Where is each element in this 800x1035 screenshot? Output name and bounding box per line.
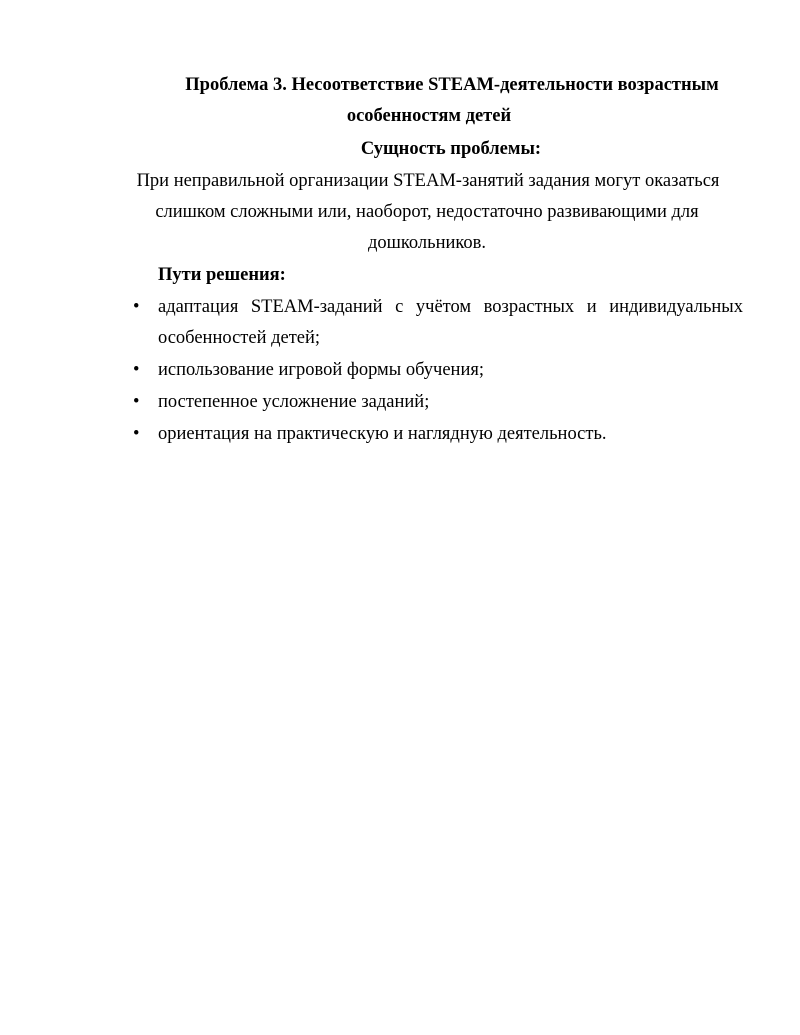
essence-heading: Сущность проблемы:	[360, 139, 542, 159]
essence-paragraph-line-2: слишком сложными или, наоборот, недостаточно развивающими для	[155, 202, 699, 222]
bullet-icon: •	[133, 392, 140, 412]
bullet-icon: •	[133, 360, 140, 380]
problem-title-line-1: Проблема 3. Несоответствие STEAM-деятельности возрастным	[185, 75, 719, 95]
solution-item-2: использование игровой формы обучения;	[158, 360, 484, 380]
problem-title-line-2: особенностям детей	[346, 106, 512, 126]
essence-paragraph-line-1: При неправильной организации STEAM-занятий задания могут оказаться	[136, 171, 720, 191]
solution-item-4: ориентация на практическую и наглядную деятельность.	[158, 424, 607, 444]
solution-item-3: постепенное усложнение заданий;	[158, 392, 430, 412]
solution-item-1-line-2: особенностей детей;	[158, 328, 321, 348]
solution-item-1-line-1: адаптация STEAM-заданий с учётом возрастных и индивидуальных	[158, 297, 743, 317]
bullet-icon: •	[133, 424, 140, 444]
essence-paragraph-line-3: дошкольников.	[367, 233, 487, 253]
bullet-icon: •	[133, 297, 140, 317]
solutions-heading: Пути решения:	[158, 265, 286, 285]
